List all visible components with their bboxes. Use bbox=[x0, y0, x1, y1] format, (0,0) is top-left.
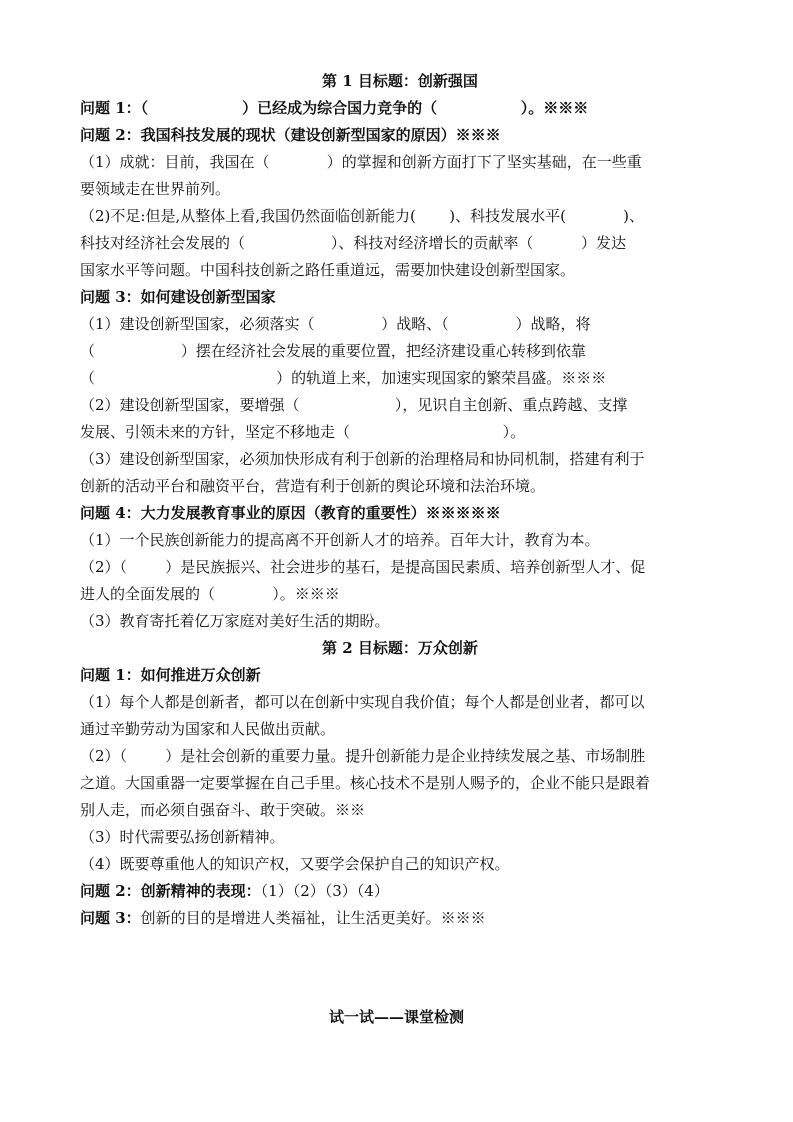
s2-q1-line: （3）时代需要弘扬创新精神。 bbox=[80, 828, 285, 846]
s2-q2-text: （1）（2）（3）（4） bbox=[260, 882, 389, 900]
q3-line: 创新的活动平台和融资平台，营造有利于创新的舆论环境和法治环境。 bbox=[80, 477, 546, 495]
s2-q1-line: （1）每个人都是创新者，都可以在创新中实现自我价值；每个人都是创业者，都可以 bbox=[80, 693, 645, 711]
s2-q2-label: 问题 2：创新精神的表现： bbox=[80, 882, 261, 900]
q3-line: （3）建设创新型国家，必须加快形成有利于创新的治理格局和协同机制，搭建有利于 bbox=[80, 450, 645, 468]
s2-q3-label: 问题 3： bbox=[80, 909, 141, 927]
q3-line: （ ）的轨道上来，加速实现国家的繁荣昌盛。※※※ bbox=[80, 369, 607, 387]
s2-q1-line: （4）既要尊重他人的知识产权，又要学会保护自己的知识产权。 bbox=[80, 855, 510, 873]
question-1: 问题 1：（ ）已经成为综合国力竞争的（ ）。※※※ bbox=[80, 99, 589, 117]
q2-line: 要领域走在世界前列。 bbox=[80, 180, 231, 198]
q3-line: 发展、引领未来的方针，坚定不移地走（ ）。 bbox=[80, 423, 526, 441]
s2-q1-line: （2）（ ）是社会创新的重要力量。提升创新能力是企业持续发展之基、市场制胜 bbox=[80, 747, 646, 765]
q3-line: （2）建设创新型国家，要增强（ ），见识自主创新、重点跨越、支撑 bbox=[80, 396, 628, 414]
section2-title: 第 2 目标题：万众创新 bbox=[322, 639, 478, 657]
classroom-test-title: 试一试——课堂检测 bbox=[328, 1008, 464, 1026]
q4-line: （2）（ ）是民族振兴、社会进步的基石，是提高国民素质、培养创新型人才、促 bbox=[80, 558, 646, 576]
s2-q1-line: 之道。大国重器一定要掌握在自己手里。核心技术不是别人赐予的，企业不能只是跟着 bbox=[80, 774, 651, 792]
document-body bbox=[80, 68, 720, 932]
q4-line: 进人的全面发展的（ ）。※※※ bbox=[80, 585, 340, 603]
q4-line: （1）一个民族创新能力的提高离不开创新人才的培养。百年大计，教育为本。 bbox=[80, 531, 600, 549]
q3-line: （ ）摆在经济社会发展的重要位置，把经济建设重心转移到依靠 bbox=[80, 342, 586, 360]
s2-question-2 bbox=[80, 878, 720, 905]
section1-title: 第 1 目标题：创新强国 bbox=[322, 72, 478, 90]
question-3-title: 问题 3：如何建设创新型国家 bbox=[80, 288, 276, 306]
q2-line: 国家水平等问题。中国科技创新之路任重道远，需要加快建设创新型国家。 bbox=[80, 261, 576, 279]
s2-q1-line: 通过辛勤劳动为国家和人民做出贡献。 bbox=[80, 720, 336, 738]
q2-line: （1）成就：目前，我国在（ ）的掌握和创新方面打下了坚实基础，在一些重 bbox=[80, 153, 642, 171]
s2-question-1-title: 问题 1：如何推进万众创新 bbox=[80, 666, 261, 684]
question-2-title: 问题 2：我国科技发展的现状（建设创新型国家的原因）※※※ bbox=[80, 126, 501, 144]
q2-line: （2)不足:但是,从整体上看,我国仍然面临创新能力( )、科技发展水平( )、 bbox=[80, 207, 644, 225]
s2-q1-line: 别人走，而必须自强奋斗、敢于突破。※※ bbox=[80, 801, 366, 819]
q3-line: （1）建设创新型国家，必须落实（ ）战略、（ ）战略，将 bbox=[80, 315, 591, 333]
q4-line: （3）教育寄托着亿万家庭对美好生活的期盼。 bbox=[80, 612, 390, 630]
s2-question-3 bbox=[80, 905, 720, 932]
q2-line: 科技对经济社会发展的（ ）、科技对经济增长的贡献率（ ）发达 bbox=[80, 234, 627, 252]
s2-q3-text: 创新的目的是增进人类福祉，让生活更美好。※※※ bbox=[140, 909, 486, 927]
question-4-title: 问题 4：大力发展教育事业的原因（教育的重要性）※※※※※ bbox=[80, 504, 501, 522]
